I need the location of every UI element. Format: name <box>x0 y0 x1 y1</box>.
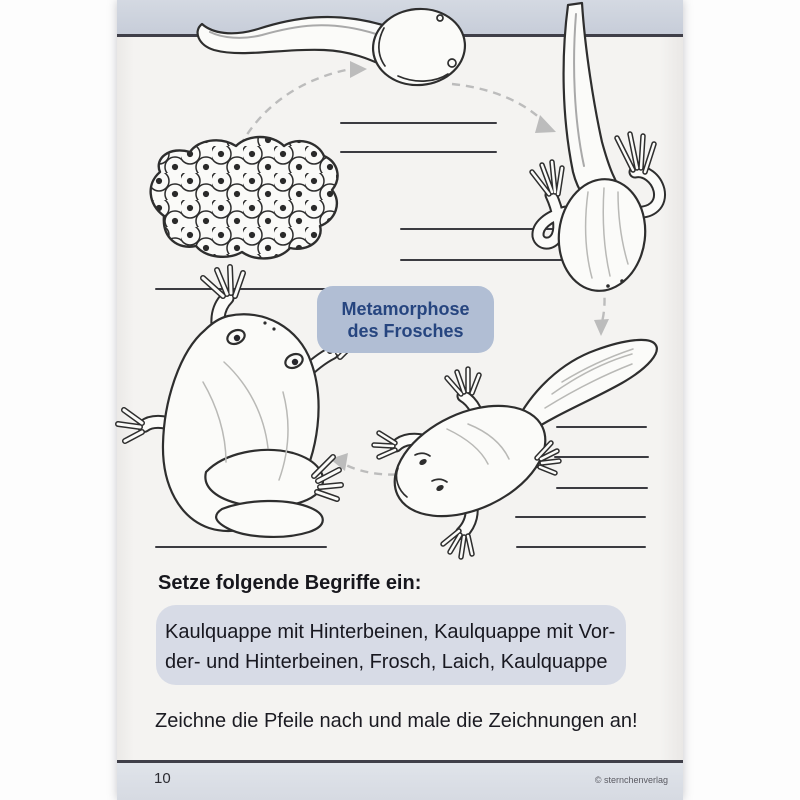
hind-toes-left <box>532 162 562 194</box>
frog-spawn-drawing <box>151 137 338 258</box>
badge-line-1: Metamorphose <box>341 298 470 319</box>
badge-line-2: des Frosches <box>347 320 464 341</box>
task-instruction: Zeichne die Pfeile nach und male die Zeichnungen an! <box>155 710 638 732</box>
word-bank-box <box>156 605 626 685</box>
page-number: 10 <box>154 770 171 787</box>
tadpole-four-legs-drawing <box>374 340 657 557</box>
hind-toes-right <box>617 134 654 172</box>
publisher-credit: © sternchenverlag <box>594 775 668 785</box>
tadpole-hind-legs-drawing <box>532 3 660 296</box>
arrow-spawn-to-tadpole <box>240 70 346 146</box>
tadpole-drawing <box>198 5 469 89</box>
title-badge <box>317 286 494 353</box>
task-heading: Setze folgende Begriffe ein: <box>158 572 422 594</box>
word-bank-line-1: Kaulquappe mit Hinterbeinen, Kaulquappe mit Vor- <box>165 621 616 643</box>
arrow-tadpole-to-hindlegs <box>452 84 544 122</box>
word-bank-line-2: der- und Hinterbeinen, Frosch, Laich, Kaulquappe <box>165 651 608 673</box>
